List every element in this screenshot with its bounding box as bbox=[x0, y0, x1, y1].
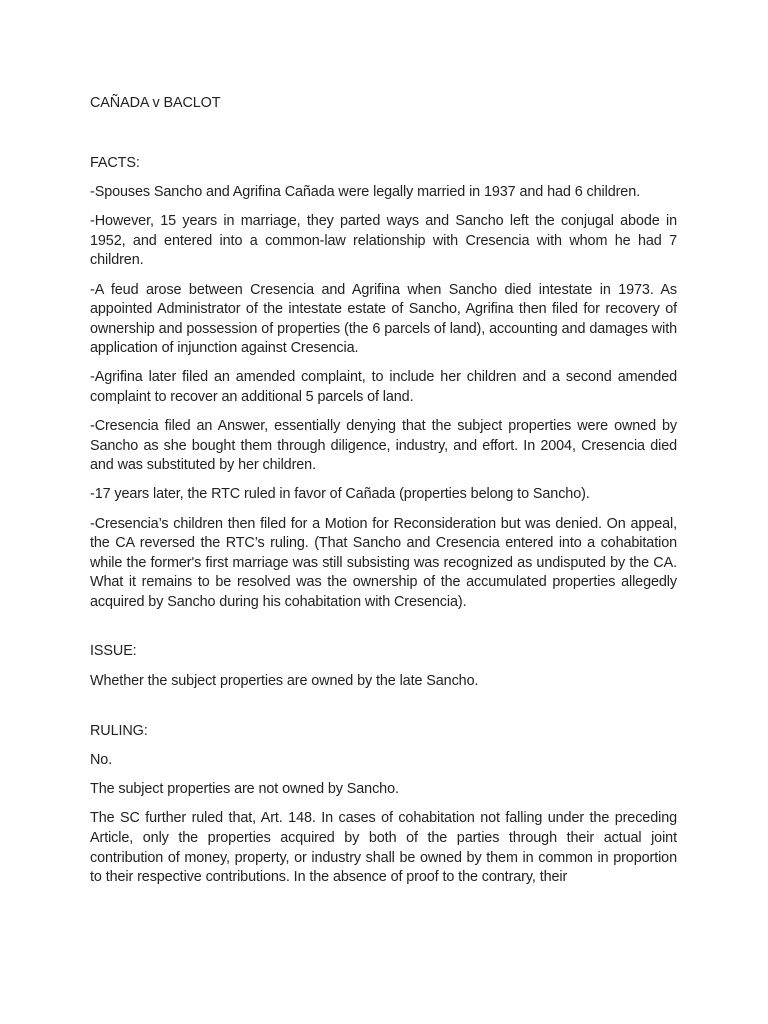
case-title: CAÑADA v BACLOT bbox=[90, 95, 221, 111]
facts-paragraph-2: -However, 15 years in marriage, they parted ways and Sancho left the conjugal abode in 1952, and entered into a common-law relationship with Cresencia with whom he had 7 children. bbox=[90, 213, 677, 269]
issue-heading: ISSUE: bbox=[90, 643, 137, 660]
ruling-paragraph-1: No. bbox=[90, 752, 113, 769]
document-page bbox=[90, 94, 677, 897]
ruling-paragraph-3: The SC further ruled that, Art. 148. In cases of cohabitation not falling under the preceding Article, only the properties acquired by both of the parties through their actual joint contribution of money, property, or industry shall be owned by them in common in proportion to their respective contributions. In the absence of proof to the contrary, their bbox=[90, 810, 677, 886]
facts-paragraph-3: -A feud arose between Cresencia and Agrifina when Sancho died intestate in 1973. As appointed Administrator of the intestate estate of Sancho, Agrifina then filed for recovery of ownership and possession of properties (the 6 parcels of land), accounting and damages with application of injunction against Cresencia. bbox=[90, 281, 677, 357]
issue-text: Whether the subject properties are owned by the late Sancho. bbox=[90, 673, 479, 690]
facts-paragraph-5: -Cresencia filed an Answer, essentially denying that the subject properties were owned by Sancho as she bought them through diligence, industry, and effort. In 2004, Cresencia died and was substituted by her children. bbox=[90, 418, 677, 474]
facts-paragraph-6: -17 years later, the RTC ruled in favor of Cañada (properties belong to Sancho). bbox=[90, 486, 590, 503]
facts-paragraph-7: -Cresencia’s children then filed for a Motion for Reconsideration but was denied. On appeal, the CA reversed the RTC’s ruling. (That Sancho and Cresencia entered into a cohabitation while the former's first marriage was still subsisting was recognized as undisputed by the CA. What it remains to be resolved was the ownership of the accumulated properties allegedly acquired by Sancho during his cohabitation with Cresencia). bbox=[90, 515, 677, 610]
facts-paragraph-4: -Agrifina later filed an amended complaint, to include her children and a second amended complaint to recover an additional 5 parcels of land. bbox=[90, 369, 677, 406]
facts-paragraph-1: -Spouses Sancho and Agrifina Cañada were legally married in 1937 and had 6 children. bbox=[90, 184, 640, 201]
facts-heading: FACTS: bbox=[90, 154, 140, 171]
ruling-heading: RULING: bbox=[90, 722, 148, 739]
ruling-paragraph-2: The subject properties are not owned by Sancho. bbox=[90, 781, 399, 798]
